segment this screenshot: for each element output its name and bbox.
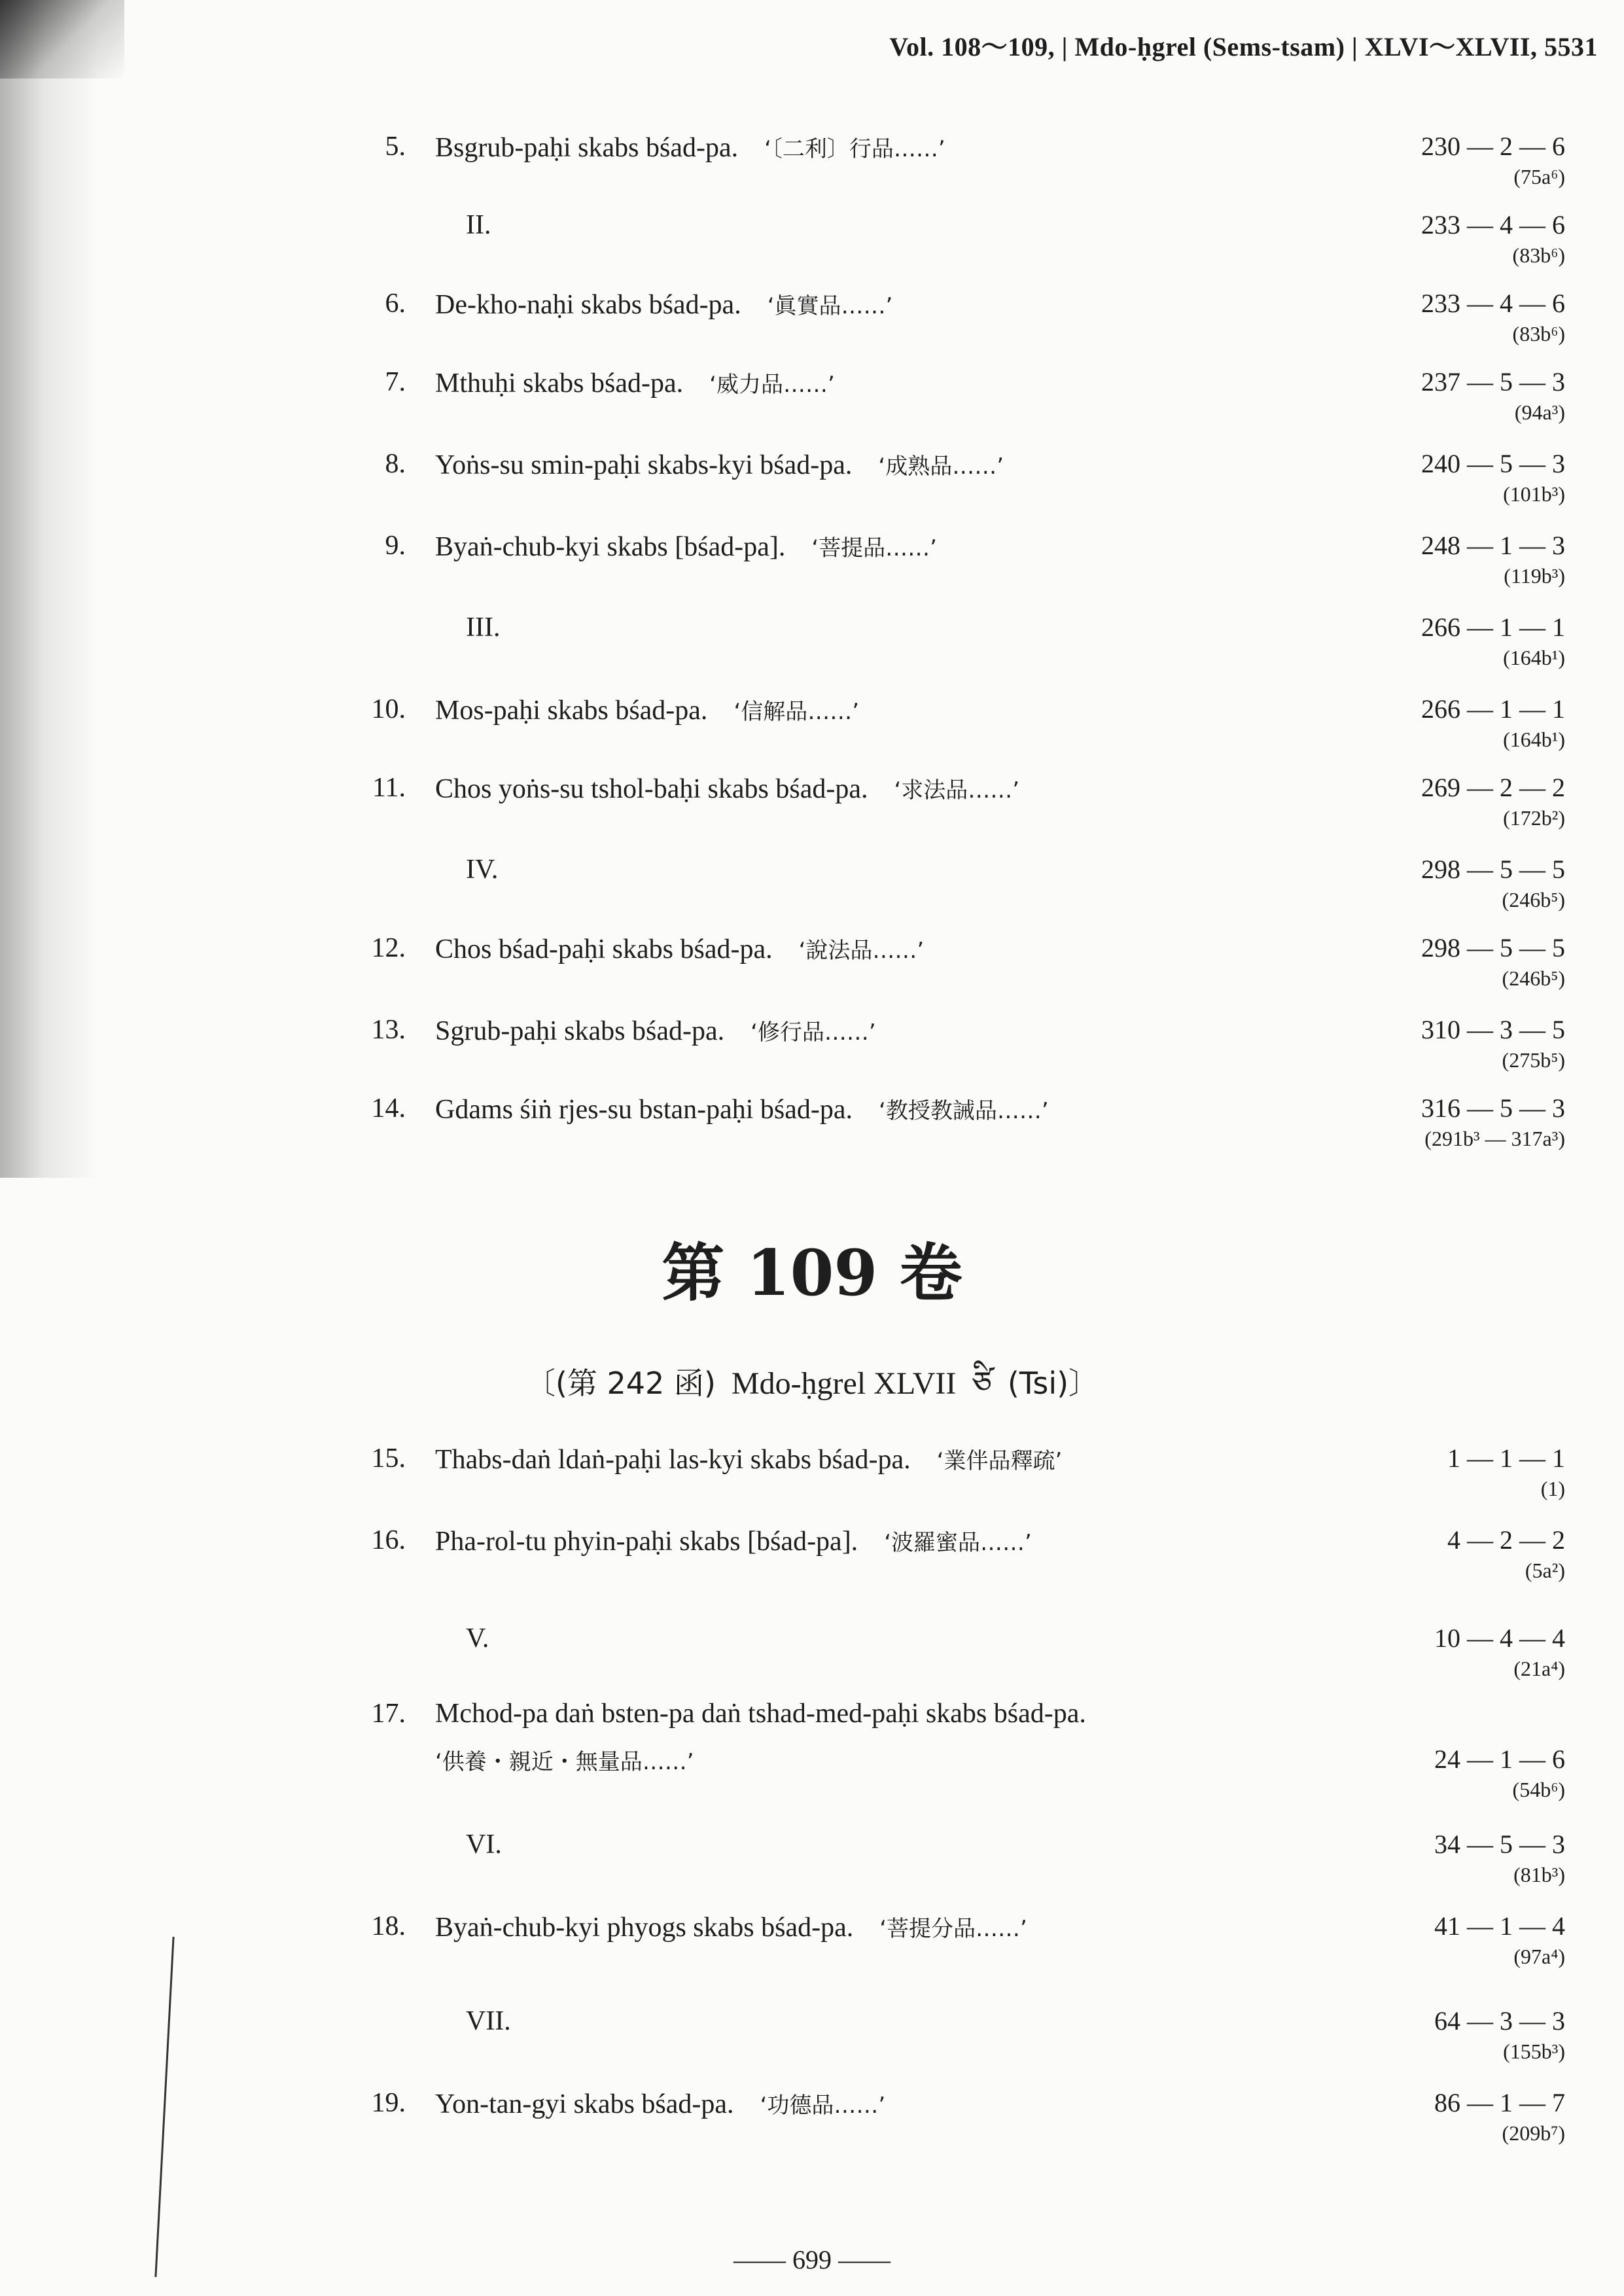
entry-title: Mthuḥi skabs bśad-pa. ‘威力品……’: [435, 368, 835, 398]
toc-entry: [0, 288, 1624, 373]
toc-entry: [0, 1443, 1624, 1528]
entry-title: De-kho-naḥi skabs bśad-pa. ‘眞實品……’: [435, 290, 893, 320]
entry-japanese-title: ‘供養・親近・無量品……’: [435, 1749, 694, 1775]
entry-folio: (246b⁵): [1502, 966, 1565, 990]
entry-folio: (21a⁴): [1513, 1657, 1565, 1680]
entry-page-ref: 233 — 4 — 6: [1421, 289, 1565, 318]
toc-entry: [0, 932, 1624, 1017]
entry-number: 14.: [371, 1093, 406, 1123]
entry-number: 15.: [371, 1443, 406, 1474]
entry-page-ref: 230 — 2 — 6: [1421, 132, 1565, 161]
entry-folio: (291b³ — 317a³): [1424, 1127, 1565, 1150]
entry-page-ref: 24 — 1 — 6: [1434, 1744, 1565, 1774]
entry-japanese-title: ‘業伴品釋疏’: [936, 1448, 1063, 1474]
entry-page-ref: 266 — 1 — 1: [1421, 612, 1565, 642]
entry-japanese-title: ‘菩提品……’: [811, 535, 937, 561]
entry-title: Byaṅ-chub-kyi skabs [bśad-pa]. ‘菩提品……’: [435, 532, 937, 562]
entry-japanese-title: ‘教授教誡品……’: [879, 1098, 1049, 1124]
page-number: —— 699 ——: [733, 2245, 891, 2274]
entry-folio: (101b³): [1503, 482, 1565, 506]
entry-japanese-title: ‘成熟品……’: [878, 453, 1004, 480]
entry-number: 8.: [385, 449, 406, 479]
entry-folio: (83b⁶): [1512, 243, 1565, 267]
entry-folio: (119b³): [1504, 564, 1565, 588]
entry-title: Chos bśad-paḥi skabs bśad-pa. ‘說法品……’: [435, 934, 925, 964]
entry-japanese-title: ‘威力品……’: [709, 372, 835, 398]
toc-entry: [0, 1623, 1624, 1708]
entry-page-ref: 240 — 5 — 3: [1421, 449, 1565, 478]
entry-japanese-title: ‘菩提分品……’: [879, 1916, 1027, 1942]
entry-page-ref: 64 — 3 — 3: [1434, 2006, 1565, 2036]
entry-folio: (246b⁵): [1502, 888, 1565, 911]
entry-number: 16.: [371, 1525, 406, 1555]
toc-entry: [0, 2005, 1624, 2091]
entry-page-ref: 269 — 2 — 2: [1421, 773, 1565, 802]
entry-japanese-title: ‘〔二利〕行品……’: [764, 136, 945, 162]
entry-number: 13.: [371, 1015, 406, 1045]
entry-page-ref: 41 — 1 — 4: [1434, 1911, 1565, 1941]
section-subheading: [0, 1348, 1624, 1436]
entry-folio: (164b¹): [1503, 646, 1565, 669]
toc-entry: [0, 1014, 1624, 1099]
entry-title: Pha-rol-tu phyin-paḥi skabs [bśad-pa]. ‘波羅蜜品……’: [435, 1527, 1032, 1557]
entry-title: Chos yoṅs-su tshol-baḥi skabs bśad-pa. ‘求法品……’: [435, 774, 1020, 804]
entry-japanese-title: ‘信解品……’: [733, 699, 860, 725]
volume-heading: 第 109 卷: [662, 1236, 962, 1310]
toc-entry: [0, 694, 1624, 779]
entry-number: 5.: [385, 132, 406, 162]
entry-japanese-title: ‘說法品……’: [798, 938, 925, 964]
toc-entry: [0, 2087, 1624, 2172]
entry-number: 9.: [385, 531, 406, 561]
entry-folio: (83b⁶): [1512, 322, 1565, 345]
toc-entry: [0, 772, 1624, 857]
entry-folio: (81b³): [1513, 1863, 1565, 1886]
entry-page-ref: 1 — 1 — 1: [1447, 1443, 1565, 1473]
entry-page-ref: 298 — 5 — 5: [1421, 855, 1565, 884]
subheading-open: 〔(第 242 函): [525, 1366, 716, 1401]
section-numeral: VII.: [466, 2006, 511, 2036]
entry-title: Yoṅs-su smin-paḥi skabs-kyi bśad-pa. ‘成熟品……’: [435, 450, 1004, 480]
entry-number: 11.: [372, 773, 406, 803]
section-numeral: III.: [466, 612, 501, 643]
toc-entry: [0, 1093, 1624, 1178]
entry-title: Thabs-daṅ ldaṅ-paḥi las-kyi skabs bśad-pa. ‘業伴品釋疏’: [435, 1445, 1063, 1475]
entry-page-ref: 86 — 1 — 7: [1434, 2088, 1565, 2117]
entry-page-ref: 266 — 1 — 1: [1421, 694, 1565, 724]
entry-folio: (209b⁷): [1502, 2121, 1565, 2145]
toc-entry: [0, 854, 1624, 939]
entry-japanese-title: ‘波羅蜜品……’: [884, 1530, 1032, 1556]
entry-folio: (275b⁵): [1502, 1048, 1565, 1072]
subheading-close: (Tsi)〕: [1007, 1366, 1099, 1401]
section-numeral: IV.: [466, 855, 499, 885]
section-numeral: II.: [466, 210, 491, 240]
entry-page-ref: 298 — 5 — 5: [1421, 933, 1565, 963]
entry-folio: (54b⁶): [1512, 1778, 1565, 1801]
entry-page-ref: 10 — 4 — 4: [1434, 1623, 1565, 1653]
entry-page-ref: 310 — 3 — 5: [1421, 1015, 1565, 1044]
entry-folio: (97a⁴): [1513, 1945, 1565, 1968]
entry-title: Yon-tan-gyi skabs bśad-pa. ‘功德品……’: [435, 2089, 886, 2119]
entry-folio: (5a²): [1525, 1559, 1565, 1582]
toc-entry: [0, 612, 1624, 697]
toc-entry: [0, 1698, 1624, 1801]
entry-title: Bsgrub-paḥi skabs bśad-pa. ‘〔二利〕行品……’: [435, 133, 945, 163]
entry-folio: (94a³): [1514, 400, 1565, 424]
entry-japanese-title: ‘修行品……’: [750, 1019, 876, 1046]
entry-number: 12.: [371, 933, 406, 963]
toc-entry: [0, 1525, 1624, 1610]
section-numeral: VI.: [466, 1829, 502, 1860]
toc-entry: [0, 366, 1624, 451]
entry-title: Mos-paḥi skabs bśad-pa. ‘信解品……’: [435, 696, 860, 726]
entry-folio: (172b²): [1503, 806, 1565, 830]
subheading-tibetan: ཙི: [972, 1366, 992, 1401]
entry-title: Sgrub-paḥi skabs bśad-pa. ‘修行品……’: [435, 1016, 876, 1046]
entry-title: Byaṅ-chub-kyi phyogs skabs bśad-pa. ‘菩提分品……’: [435, 1913, 1027, 1943]
entry-japanese-title: ‘眞實品……’: [767, 293, 893, 319]
toc-entry: [0, 530, 1624, 615]
toc-entry: [0, 131, 1624, 216]
entry-number: 17.: [371, 1699, 406, 1729]
entry-japanese-title: ‘求法品……’: [894, 777, 1020, 804]
entry-folio: (75a⁶): [1513, 165, 1565, 188]
toc-entry: [0, 1829, 1624, 1914]
toc-entry: [0, 1911, 1624, 1996]
entry-page-ref: 248 — 1 — 3: [1421, 531, 1565, 560]
entry-folio: (155b³): [1503, 2040, 1565, 2063]
entry-number: 19.: [371, 2088, 406, 2118]
entry-title: Mchod-pa daṅ bsten-pa daṅ tshad-med-paḥi skabs bśad-pa.: [435, 1699, 1086, 1729]
entry-number: 10.: [371, 694, 406, 724]
running-header: Vol. 108〜109, | Mdo-ḥgrel (Sems-tsam) | XLVI〜XLVII, 5531: [889, 32, 1598, 62]
entry-number: 6.: [385, 289, 406, 319]
entry-page-ref: 233 — 4 — 6: [1421, 210, 1565, 239]
scan-corner-shadow: [0, 0, 124, 79]
entry-page-ref: 34 — 5 — 3: [1434, 1829, 1565, 1859]
entry-page-ref: 4 — 2 — 2: [1447, 1525, 1565, 1555]
section-numeral: V.: [466, 1623, 489, 1653]
entry-folio: (164b¹): [1503, 728, 1565, 751]
entry-page-ref: 237 — 5 — 3: [1421, 367, 1565, 397]
entry-page-ref: 316 — 5 — 3: [1421, 1093, 1565, 1123]
entry-folio: (1): [1540, 1477, 1565, 1500]
toc-entry: [0, 448, 1624, 533]
entry-title: Gdams śiṅ rjes-su bstan-paḥi bśad-pa. ‘教授教誡品……’: [435, 1095, 1049, 1125]
entry-number: 18.: [371, 1911, 406, 1941]
toc-entry: [0, 209, 1624, 294]
entry-japanese-title: ‘功德品……’: [760, 2093, 886, 2119]
subheading-text: Mdo-ḥgrel XLVII: [731, 1366, 957, 1401]
entry-number: 7.: [385, 367, 406, 397]
